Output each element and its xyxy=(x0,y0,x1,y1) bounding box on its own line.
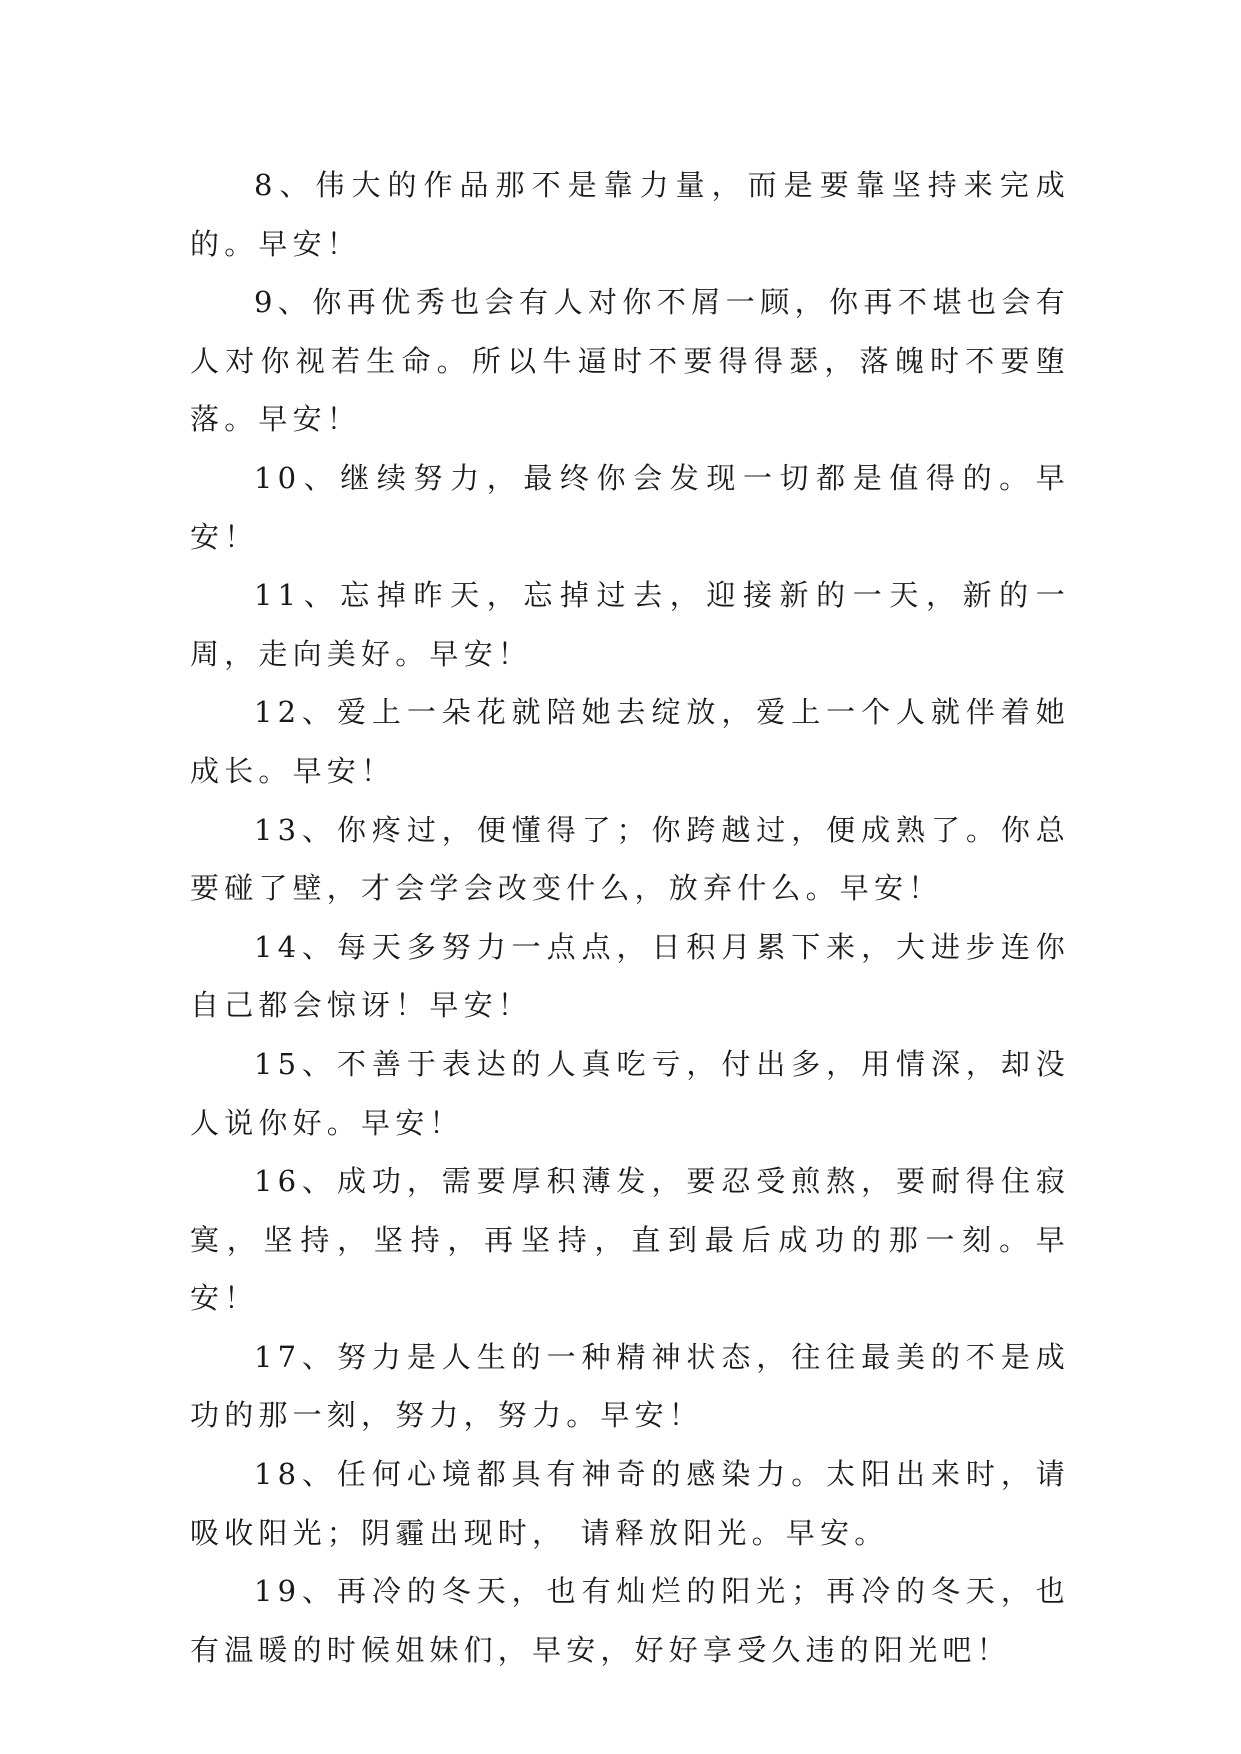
paragraph-13: 13、你疼过，便懂得了；你跨越过，便成熟了。你总要碰了壁，才会学会改变什么，放弃什么。早安！ xyxy=(190,812,1070,906)
paragraph-15: 15、不善于表达的人真吃亏，付出多，用情深，却没人说你好。早安！ xyxy=(190,1046,1070,1140)
paragraph-17: 17、努力是人生的一种精神状态，往往最美的不是成功的那一刻，努力，努力。早安！ xyxy=(190,1339,1070,1433)
paragraph-8: 8、伟大的作品那不是靠力量，而是要靠坚持来完成的。早安！ xyxy=(190,168,1070,261)
paragraph-18: 18、任何心境都具有神奇的感染力。太阳出来时，请吸收阳光；阴霾出现时， 请释放阳光。早安。 xyxy=(190,1457,1070,1550)
document-body xyxy=(190,156,1070,1679)
paragraph-11: 11、忘掉昨天，忘掉过去，迎接新的一天，新的一周，走向美好。早安！ xyxy=(190,578,1070,671)
paragraph-12: 12、爱上一朵花就陪她去绽放，爱上一个人就伴着她成长。早安！ xyxy=(190,695,1070,788)
paragraph-19: 19、再冷的冬天，也有灿烂的阳光；再冷的冬天，也有温暖的时候姐妹们，早安，好好享受久违的阳光吧！ xyxy=(190,1574,1070,1667)
paragraph-14: 14、每天多努力一点点，日积月累下来，大进步连你自己都会惊讶！早安！ xyxy=(190,929,1070,1023)
paragraph-10: 10、继续努力，最终你会发现一切都是值得的。早安！ xyxy=(190,460,1070,554)
paragraph-16: 16、成功，需要厚积薄发，要忍受煎熬，要耐得住寂寞，坚持，坚持，再坚持，直到最后成功的那一刻。早安！ xyxy=(190,1164,1070,1316)
paragraph-9: 9、你再优秀也会有人对你不屑一顾，你再不堪也会有人对你视若生命。所以牛逼时不要得得瑟，落魄时不要堕落。早安！ xyxy=(190,285,1070,437)
